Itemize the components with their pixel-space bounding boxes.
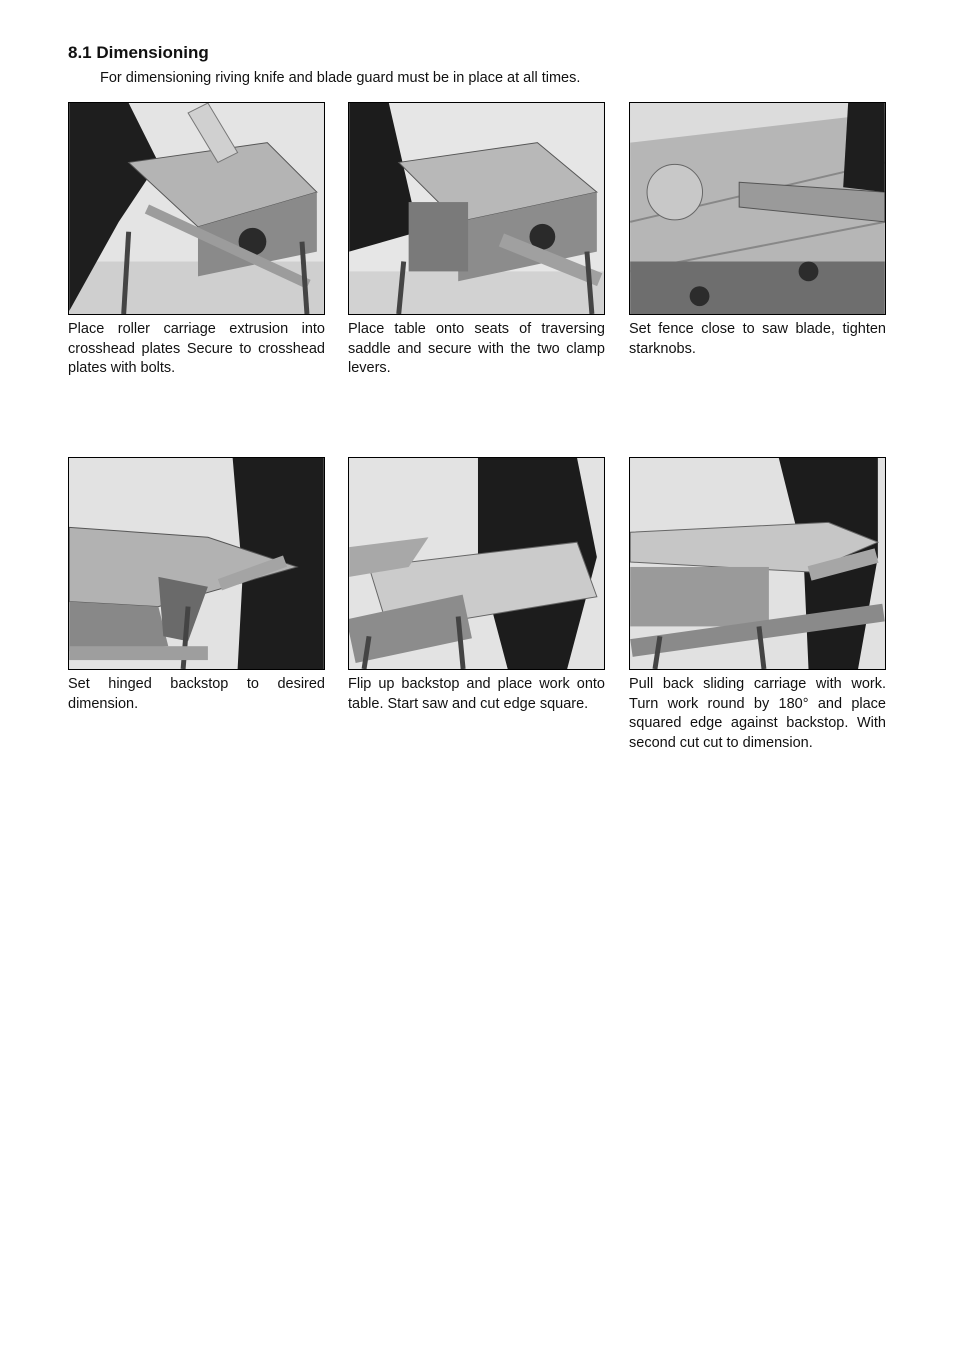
step-3 — [629, 102, 886, 359]
step-6-caption: Pull back sliding carriage with work. Turn work round by 180° and place squared edge against backstop. With second cut cut to dimension. — [629, 676, 886, 751]
step-1-photo — [68, 102, 325, 315]
step-2 — [348, 102, 605, 379]
step-5 — [348, 457, 605, 714]
section-heading: 8.1 Dimensioning — [68, 43, 209, 62]
section-intro: For dimensioning riving knife and blade guard must be in place at all times. — [100, 70, 581, 86]
step-4 — [68, 457, 325, 714]
step-3-photo — [629, 102, 886, 315]
step-2-caption: Place table onto seats of traversing saddle and secure with the two clamp levers. — [348, 321, 605, 376]
step-2-photo — [348, 102, 605, 315]
step-5-photo — [348, 457, 605, 670]
step-5-caption: Flip up backstop and place work onto table. Start saw and cut edge square. — [348, 676, 605, 712]
step-1-caption: Place roller carriage extrusion into crosshead plates Secure to crosshead plates with bolts. — [68, 321, 325, 376]
step-6-photo — [629, 457, 886, 670]
step-1 — [68, 102, 325, 379]
step-6 — [629, 457, 886, 753]
step-4-caption: Set hinged backstop to desired dimension. — [68, 676, 325, 712]
step-3-caption: Set fence close to saw blade, tighten starknobs. — [629, 321, 886, 357]
step-4-photo — [68, 457, 325, 670]
